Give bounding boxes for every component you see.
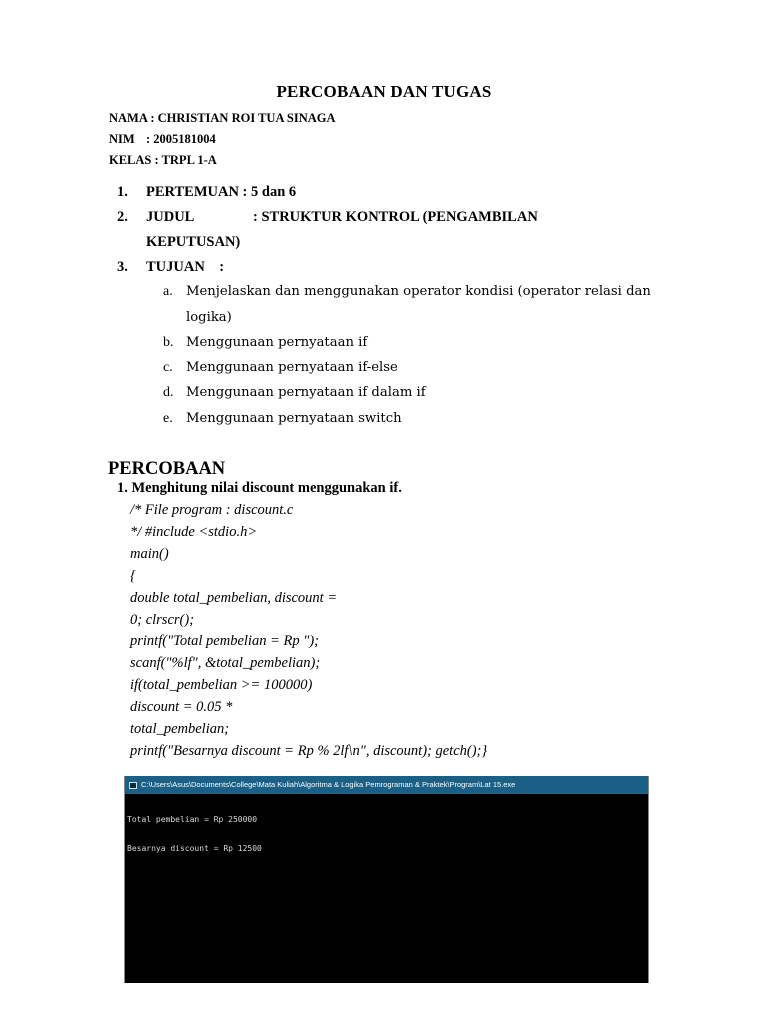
list-item-judul [117,209,538,226]
item-number: 3. [117,259,128,275]
item-number: 1. [117,184,128,200]
code-line: scanf("%lf", &total_pembelian); [130,655,321,671]
tujuan-item-e [163,411,402,427]
tujuan-item-b [163,335,367,351]
judul-continuation: KEPUTUSAN) [146,234,241,250]
sub-item-letter: b. [163,335,174,350]
item-number: 2. [117,209,128,225]
console-line: Besarnya discount = Rp 12500 [127,843,262,853]
tujuan-item-a [163,284,651,300]
tujuan-item-a-continuation: logika) [186,310,232,325]
list-item-pertemuan [117,184,296,201]
section-heading: PERCOBAAN [108,459,226,479]
code-line: */ #include <stdio.h> [130,524,258,540]
student-name: NAMA : CHRISTIAN ROI TUA SINAGA [109,111,336,125]
experiment-title: 1. Menghitung nilai discount menggunakan if. [117,480,402,496]
sub-item-letter: e. [163,411,173,426]
terminal-icon [129,782,137,789]
code-line: { [130,568,136,584]
code-line: printf("Besarnya discount = Rp % 2lf\n", discount); getch();} [130,743,488,759]
student-nim [109,132,216,147]
sub-item-letter: a. [163,284,173,299]
code-line: /* File program : discount.c [130,502,294,518]
sub-item-text: Menjelaskan dan menggunakan operator kondisi (operator relasi dan [186,284,651,299]
console-window [124,776,649,983]
code-line: printf("Total pembelian = Rp "); [130,633,319,649]
student-class: KELAS : TRPL 1-A [109,153,217,167]
list-item-tujuan [117,259,224,276]
code-line: total_pembelian; [130,721,230,737]
sub-item-text: Menggunaan pernyataan if dalam if [186,385,426,400]
sub-item-text: Menggunaan pernyataan if-else [186,360,398,375]
item-text: PERTEMUAN : 5 dan 6 [146,184,297,200]
nim-value: : 2005181004 [146,132,216,146]
console-title: C:\Users\Asus\Documents\College\Mata Kuliah\Algoritma & Logika Pemrograman & Praktek\Program\Lat 15.exe [141,780,516,789]
item-text: TUJUAN : [146,259,225,275]
code-line: main() [130,546,169,562]
sub-item-letter: c. [163,360,173,375]
sub-item-text: Menggunaan pernyataan if [186,335,368,350]
item-label: JUDUL [146,209,195,225]
sub-item-text: Menggunaan pernyataan switch [186,411,402,426]
code-line: discount = 0.05 * [130,699,233,715]
code-line: double total_pembelian, discount = [130,590,338,606]
sub-item-letter: d. [163,385,174,400]
console-output [125,794,648,872]
nim-label: NIM [109,132,135,146]
console-line: Total pembelian = Rp 250000 [127,815,258,824]
item-text: : STRUKTUR KONTROL (PENGAMBILAN [253,209,538,225]
tujuan-item-d [163,385,426,401]
tujuan-item-c [163,360,398,376]
code-line: if(total_pembelian >= 100000) [130,677,313,693]
console-titlebar[interactable] [125,776,648,794]
code-line: 0; clrscr(); [130,612,195,628]
page-title: PERCOBAAN DAN TUGAS [276,82,492,101]
